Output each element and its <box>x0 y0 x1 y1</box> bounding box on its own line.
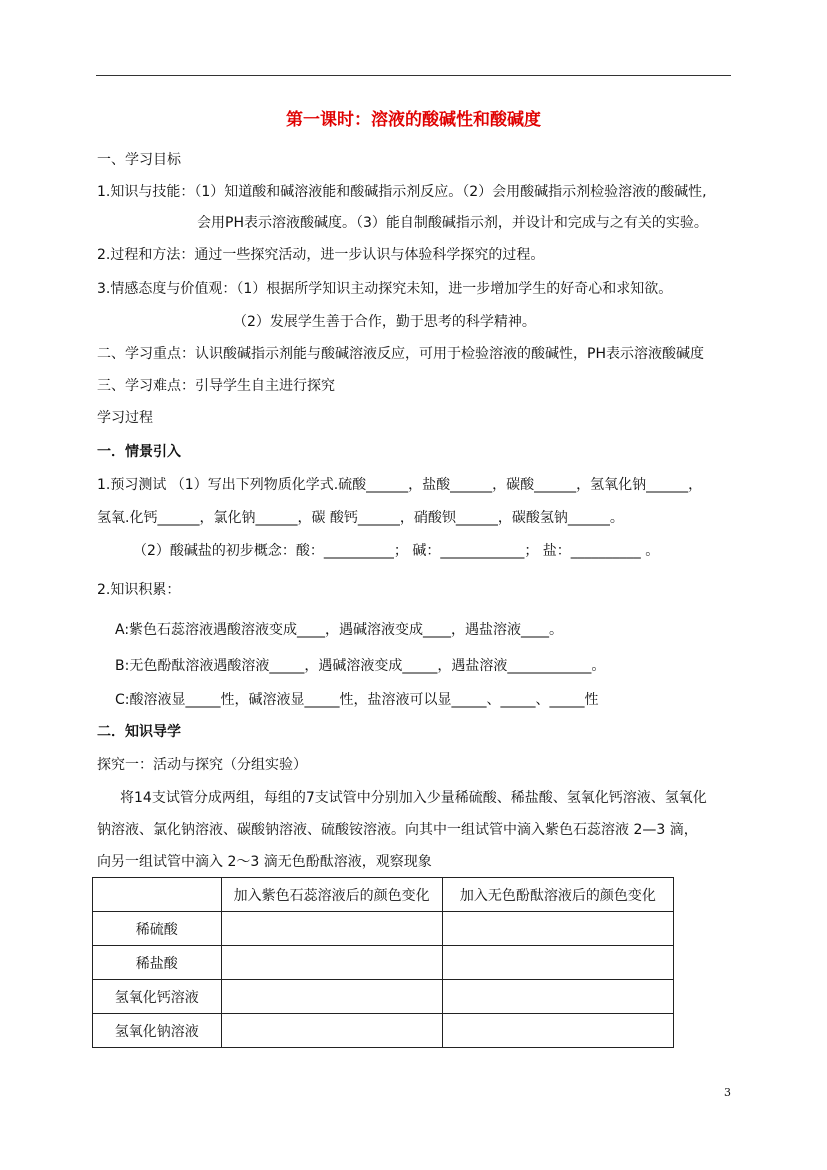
table-row <box>93 1014 674 1048</box>
table-row <box>93 946 674 980</box>
table-cell[interactable] <box>442 980 673 1014</box>
explore-heading: 探究一：活动与探究（分组实验） <box>97 757 307 773</box>
knowledge-heading: 2.知识积累： <box>97 582 181 598</box>
section2-heading: 二．知识导学 <box>97 724 181 740</box>
row-label: 氢氧化钠溶液 <box>93 1014 222 1048</box>
objective-knowledge-cont: 会用PH表示溶液酸碱度。（3）能自制酸碱指示剂，并设计和完成与之有关的实验。 <box>197 215 708 231</box>
process-label: 学习过程 <box>97 410 153 426</box>
table-cell[interactable] <box>442 946 673 980</box>
table-cell[interactable] <box>221 1014 442 1048</box>
objective-knowledge: 1.知识与技能：（1）知道酸和碱溶液能和酸碱指示剂反应。（2）会用酸碱指示剂检验溶液的酸碱性, <box>97 184 707 200</box>
page-number: 3 <box>724 1086 731 1099</box>
knowledge-c: C:酸溶液显_____性，碱溶液显_____性，盐溶液可以显_____、_____、_____性 <box>115 692 599 708</box>
knowledge-a: A:紫色石蕊溶液遇酸溶液变成____，遇碱溶液变成____，遇盐溶液____。 <box>115 622 564 638</box>
table-row <box>93 980 674 1014</box>
table-header-cell <box>93 878 222 912</box>
objective-attitude-cont: （2）发展学生善于合作，勤于思考的科学精神。 <box>233 314 536 330</box>
preview-question-1: 1.预习测试 （1）写出下列物质化学式.硫酸______，盐酸______，碳酸______，氢氧化钠______， <box>97 477 703 493</box>
objectives-heading: 一、学习目标 <box>97 152 181 168</box>
objective-attitude: 3.情感态度与价值观：（1）根据所学知识主动探究未知，进一步增加学生的好奇心和求知欲。 <box>97 281 673 297</box>
explore-para-3: 向另一组试管中滴入 2～3 滴无色酚酞溶液，观察现象 <box>97 854 432 870</box>
row-label: 稀硫酸 <box>93 912 222 946</box>
section1-heading: 一．情景引入 <box>97 444 181 460</box>
objective-process: 2.过程和方法：通过一些探究活动，进一步认识与体验科学探究的过程。 <box>97 247 545 263</box>
explore-para-2: 钠溶液、氯化钠溶液、碳酸钠溶液、硫酸铵溶液。向其中一组试管中滴入紫色石蕊溶液 2—3 滴， <box>97 822 698 838</box>
row-label: 氢氧化钙溶液 <box>93 980 222 1014</box>
difficulty: 三、学习难点：引导学生自主进行探究 <box>97 378 335 394</box>
table-cell[interactable] <box>442 1014 673 1048</box>
table-cell[interactable] <box>221 946 442 980</box>
page-title: 第一课时：溶液的酸碱性和酸碱度 <box>286 110 541 130</box>
table-header-row <box>93 878 674 912</box>
table-cell[interactable] <box>221 912 442 946</box>
table-header-cell: 加入紫色石蕊溶液后的颜色变化 <box>221 878 442 912</box>
header-rule <box>96 75 731 76</box>
table-cell[interactable] <box>442 912 673 946</box>
preview-question-1-cont: 氢氧.化钙______，氯化钠______，碳 酸钙______，硝酸钡______，碳酸氢钠______。 <box>97 510 624 526</box>
table-cell[interactable] <box>221 980 442 1014</box>
table-row <box>93 912 674 946</box>
observation-table <box>92 877 674 1048</box>
key-point: 二、学习重点：认识酸碱指示剂能与酸碱溶液反应，可用于检验溶液的酸碱性，PH表示溶液酸碱度 <box>97 346 704 362</box>
explore-para-1: 将14支试管分成两组，每组的7支试管中分别加入少量稀硫酸、稀盐酸、氢氧化钙溶液、氢氧化 <box>120 790 707 806</box>
row-label: 稀盐酸 <box>93 946 222 980</box>
knowledge-b: B:无色酚酞溶液遇酸溶液_____，遇碱溶液变成_____，遇盐溶液____________。 <box>115 658 606 674</box>
preview-question-2: （2）酸碱盐的初步概念：酸：__________； 碱：____________； 盐：__________ 。 <box>133 543 660 559</box>
table-header-cell: 加入无色酚酞溶液后的颜色变化 <box>442 878 673 912</box>
